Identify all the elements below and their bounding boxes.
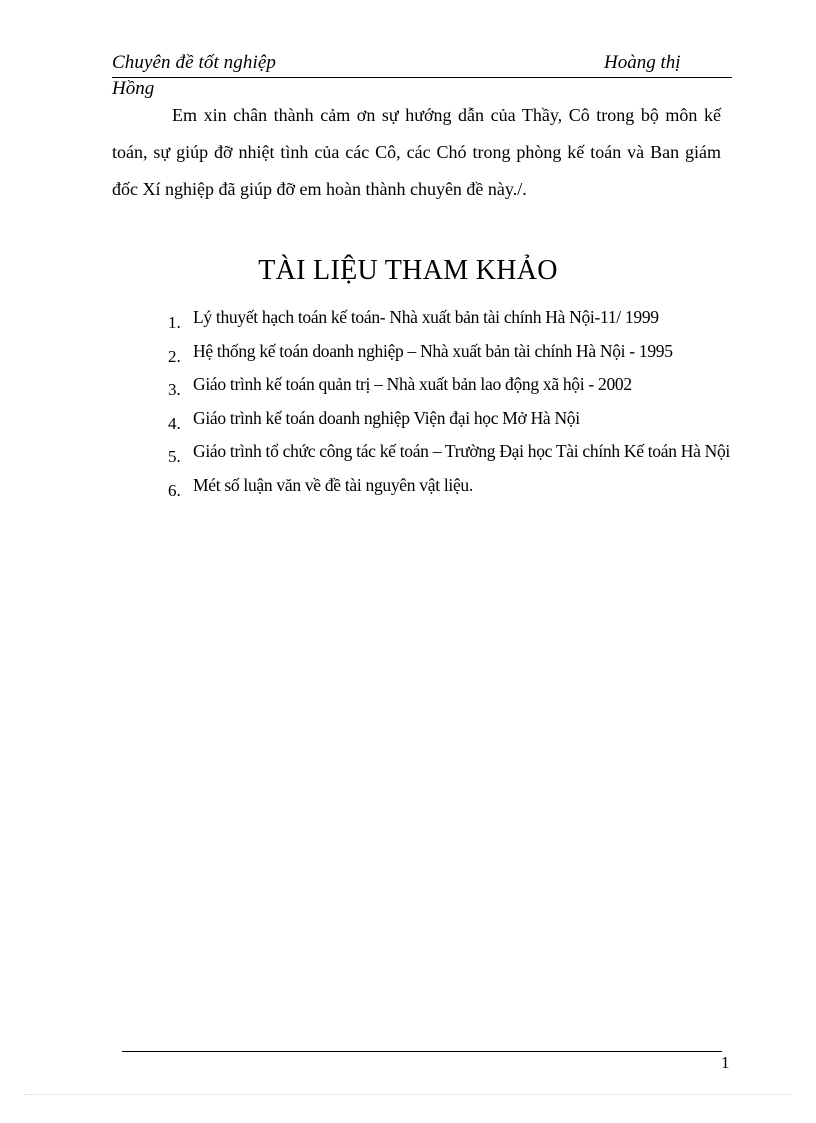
references-heading: TÀI LIỆU THAM KHẢO [258, 255, 558, 286]
reference-text: Hệ thống kế toán doanh nghiệp – Nhà xuất bản tài chính Hà Nội - 1995 [193, 340, 673, 361]
page-number: 1 [721, 1053, 730, 1072]
footer-divider [122, 1051, 722, 1052]
page-boundary-line [24, 1094, 792, 1095]
header-title: Chuyên đề tốt nghiệp [112, 52, 276, 73]
header-author: Hoàng thị [604, 52, 681, 73]
reference-item [168, 408, 748, 442]
reference-text: Lý thuyết hạch toán kế toán- Nhà xuất bản tài chính Hà Nội-11/ 1999 [193, 307, 659, 327]
reference-item [168, 475, 748, 509]
reference-number: 6. [168, 480, 181, 500]
reference-text: Mét số luận văn về đề tài nguyên vật liệu. [193, 474, 473, 495]
reference-item [168, 341, 748, 375]
reference-number: 2. [168, 346, 181, 366]
header-author-continued: Hồng [112, 78, 155, 99]
reference-text: Giáo trình kế toán quản trị – Nhà xuất bản lao động xã hội - 2002 [193, 374, 632, 394]
reference-number: 3. [168, 380, 181, 399]
acknowledgement-paragraph [112, 97, 721, 208]
reference-item [168, 307, 748, 341]
reference-number: 4. [168, 413, 181, 433]
paragraph-line: đốc Xí nghiệp đã giúp đỡ em hoàn thành chuyên đề này./. [112, 179, 527, 199]
paragraph-line: toán, sự giúp đỡ nhiệt tình của các Cô, các Chó trong phòng kế toán và Ban giám [112, 142, 721, 162]
header-divider [112, 77, 732, 78]
paragraph-line: Em xin chân thành cảm ơn sự hướng dẫn của Thầy, Cô trong bộ môn kế [172, 105, 721, 125]
reference-text: Giáo trình tổ chức công tác kế toán – Trường Đại học Tài chính Kế toán Hà Nội [193, 441, 730, 461]
reference-number: 5. [168, 447, 181, 466]
references-list [168, 307, 748, 508]
reference-text: Giáo trình kế toán doanh nghiệp Viện đại học Mở Hà Nội [193, 407, 580, 428]
reference-item [168, 374, 748, 408]
reference-item [168, 441, 748, 475]
reference-number: 1. [168, 313, 181, 332]
